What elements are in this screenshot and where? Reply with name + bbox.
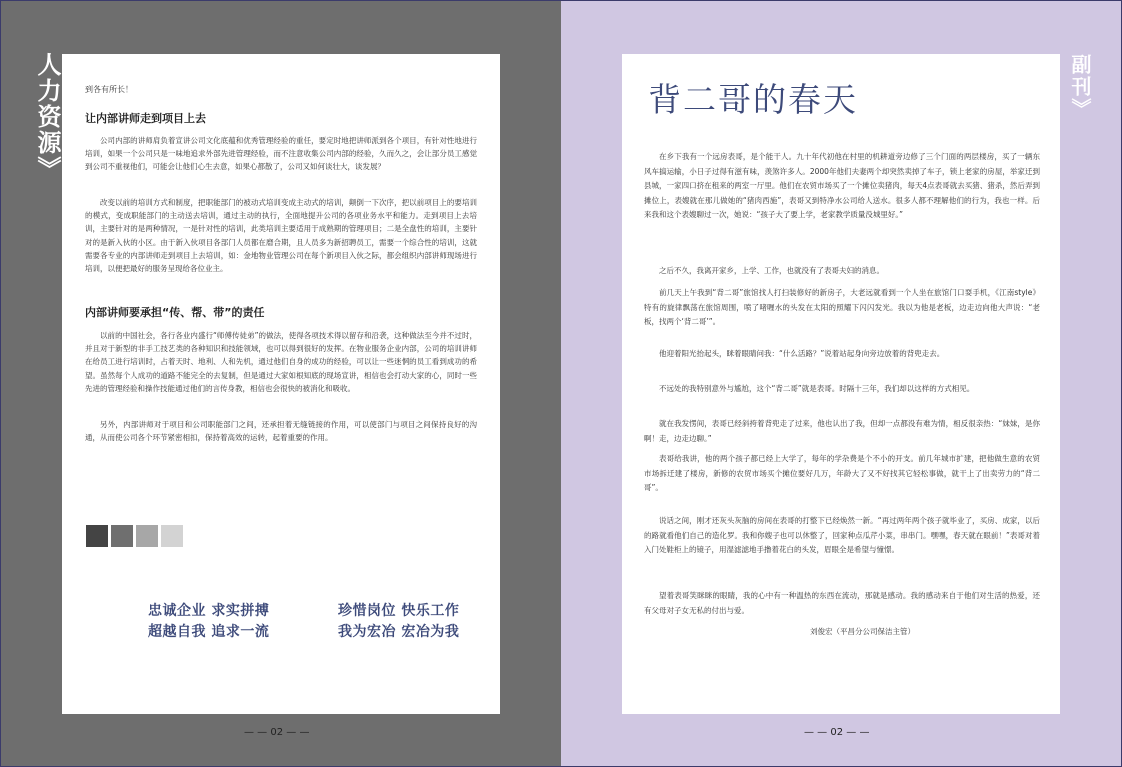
paragraph: 在乡下我有一个远房表哥，是个能干人。九十年代初他在村里的机耕道旁边修了三个门面的两层楼房，买了一辆东风车搞运输，小日子过得有滋有味，羡煞许多人。2000年他们夫妻两个却突然卖掉了车子，锁上老家的房屋，举家迁到县城，一家四口挤在租来的两室一厅里。他们在农贸市场买了一个摊位卖猪肉，每天4点表哥就去买猪、猪杀，然后弄到摊位上，表嫂就在那儿做她的“猪肉西施”，表哥又到特净水公司给人送水。很多人都不理解他们的行为，我也一样。后来我和这个表嫂聊过一次，她说：“孩子大了要上学，老家教学质量没城里好。” [644,152,1040,219]
swatch-light [136,525,158,547]
paragraph: 他迎着阳光抬起头，眯着眼睛问我：“什么活路？”说着站起身向旁边放着的背兜走去。 [659,349,945,358]
paragraph: 望着表哥笑眯眯的眼睛，我的心中有一种温热的东西在流动，那就是感动。我的感动来自于他们对生活的热爱，还有父母对子女无私的付出与爱。 [644,591,1040,615]
swatch-dark [86,525,108,547]
article-title: 背二哥的春天 [648,80,858,119]
paragraph: 说话之间，刚才还灰头灰脑的房间在表哥的打整下已经焕然一新。“再过两年两个孩子就毕业了，买房、成家，以后的路就看他们自己的造化罗。我和你嫂子也可以休整了，回家种点瓜芹小菜，串串门。嘿嘿，春天就在眼前！”表哥对着入门处鞋柜上的镜子，用湿滤滤地手撸着花白的头发，眉眼全是希望与憧憬。 [644,516,1040,554]
slogan-line: 超越自我 追求一流 [148,624,270,640]
paragraph: 之后不久，我离开家乡，上学、工作，也就没有了表哥夫妇的消息。 [659,266,884,275]
paragraph: 表哥给我讲，他的两个孩子都已经上大学了，每年的学杂费是个不小的开支。前几年城市扩建，把他做生意的农贸市场拆迁建了楼房，新修的农贸市场买个摊位要好几万，年龄大了又不好找其它轻松事做，就干上了出卖劳力的“背二哥”。 [644,454,1040,492]
slogan-right [338,601,459,643]
page-number-right: — — 02 — — [804,727,870,738]
slogan-left [148,601,269,643]
paragraph: 公司内部的讲师肩负着宣讲公司文化底蕴和优秀管理经验的重任，要定时地把讲师派到各个项目，有针对性地进行培训，如果一个公司只是一味地追求外部先进管理经验，而不注意收集公司内部的经验，久而久之，会让部分员工感觉到公司不重视他们，可能会让他们心生去意，如果心都散了，公司又如何谈壮大，谈发展？ [85,136,477,172]
slogan-line: 珍惜岗位 快乐工作 [338,603,460,619]
paragraph: 以前的中国社会，各行各业内盛行“师傅传徒弟”的做法，使得各项技术得以留存和沿袭，这种做法至今并不过时，并且对于新型的非手工技艺类的各种知识和技能领域，也可以得到很好的发挥。在物业服务企业内部，公司的培训讲师在给员工进行培训时，占着天时、地利、人和先机，通过他们自身的成功的经验，可以让一些迷惘的员工看到成功的希望。虽然每个人成功的道路不能完全的去复制，但是通过大家如根知底的现场宣讲，相信也会打动大家的心，同时一些先进的管理经验和操作技能通过他们的言传身教，相信也会很快的被消化和吸收。 [85,331,477,393]
color-swatches [86,525,183,547]
swatch-lightest [161,525,183,547]
section-tag-hr: 人力资源》 [33,52,61,182]
paragraph: 改变以前的培训方式和制度，把职能部门的被动式培训变成主动式的培训，颠倒一下次序，把以前项目上的要培训的模式，变成职能部门的主动送去培训，通过主动的执行，全面地提升公司的各项业务水平和能力。走到项目上去培训，主要针对的是两种情况，一是针对性的培训，此类培训主要适用于成熟期的管理项目；二是全盘性的培训，主要针对的是新入伙的小区。由于新入伙项目各部门人员都在磨合期，且人员多为新招聘员工，需要一个综合性的培训，这就需要各专业的内部讲师走到项目上去培训，如：金地物业管理公司在每个新项目入伙之际，都会组织内部讲师现场进行培训，以便把最好的服务呈现给各位业主。 [85,198,477,274]
paragraph: 就在我发愣间，表哥已经斜挎着背兜走了过来，他也认出了我，但却一点都没有难为情，相反很亲热：“妹妹，是你啊！走，边走边聊。” [644,419,1040,443]
section-heading-1: 让内部讲师走到项目上去 [85,112,206,125]
salutation-text: 到各有所长！ [85,85,133,94]
slogan-line: 忠诚企业 求实拼搏 [148,603,270,619]
paragraph: 不远处的我特别意外与尴尬，这个“背二哥”就是表哥。时隔十三年，我们却以这样的方式相见。 [659,384,975,393]
paragraph: 前几天上午我到“背二哥”旅馆找人打扫装修好的新房子，大老远就看到一个人坐在旅馆门口耍手机，《江南style》特有的旋律飘荡在旅馆周围，喷了啫喱水的头发在太阳的照耀下闪闪发光。我以为他是老板，边走边向他大声说：“老板，找两个‘背二哥’”。 [644,288,1040,326]
left-page [62,54,500,714]
section-heading-2: 内部讲师要承担“传、帮、带”的责任 [85,306,265,319]
section-tag-supplement: 副刊》 [1068,54,1092,120]
page-number-left: — — 02 — — [244,727,310,738]
swatch-medium [111,525,133,547]
paragraph: 另外，内部讲师对于项目和公司职能部门之间，还承担着无缝链接的作用，可以使部门与项目之间保持良好的沟通，从而使公司各个环节紧密相扣，保持着高效的运转，起着重要的作用。 [85,420,477,443]
author-byline: 刘俊宏（平昌分公司保洁主管） [810,627,915,636]
slogan-line: 我为宏冶 宏冶为我 [338,624,460,640]
right-page [622,54,1060,714]
